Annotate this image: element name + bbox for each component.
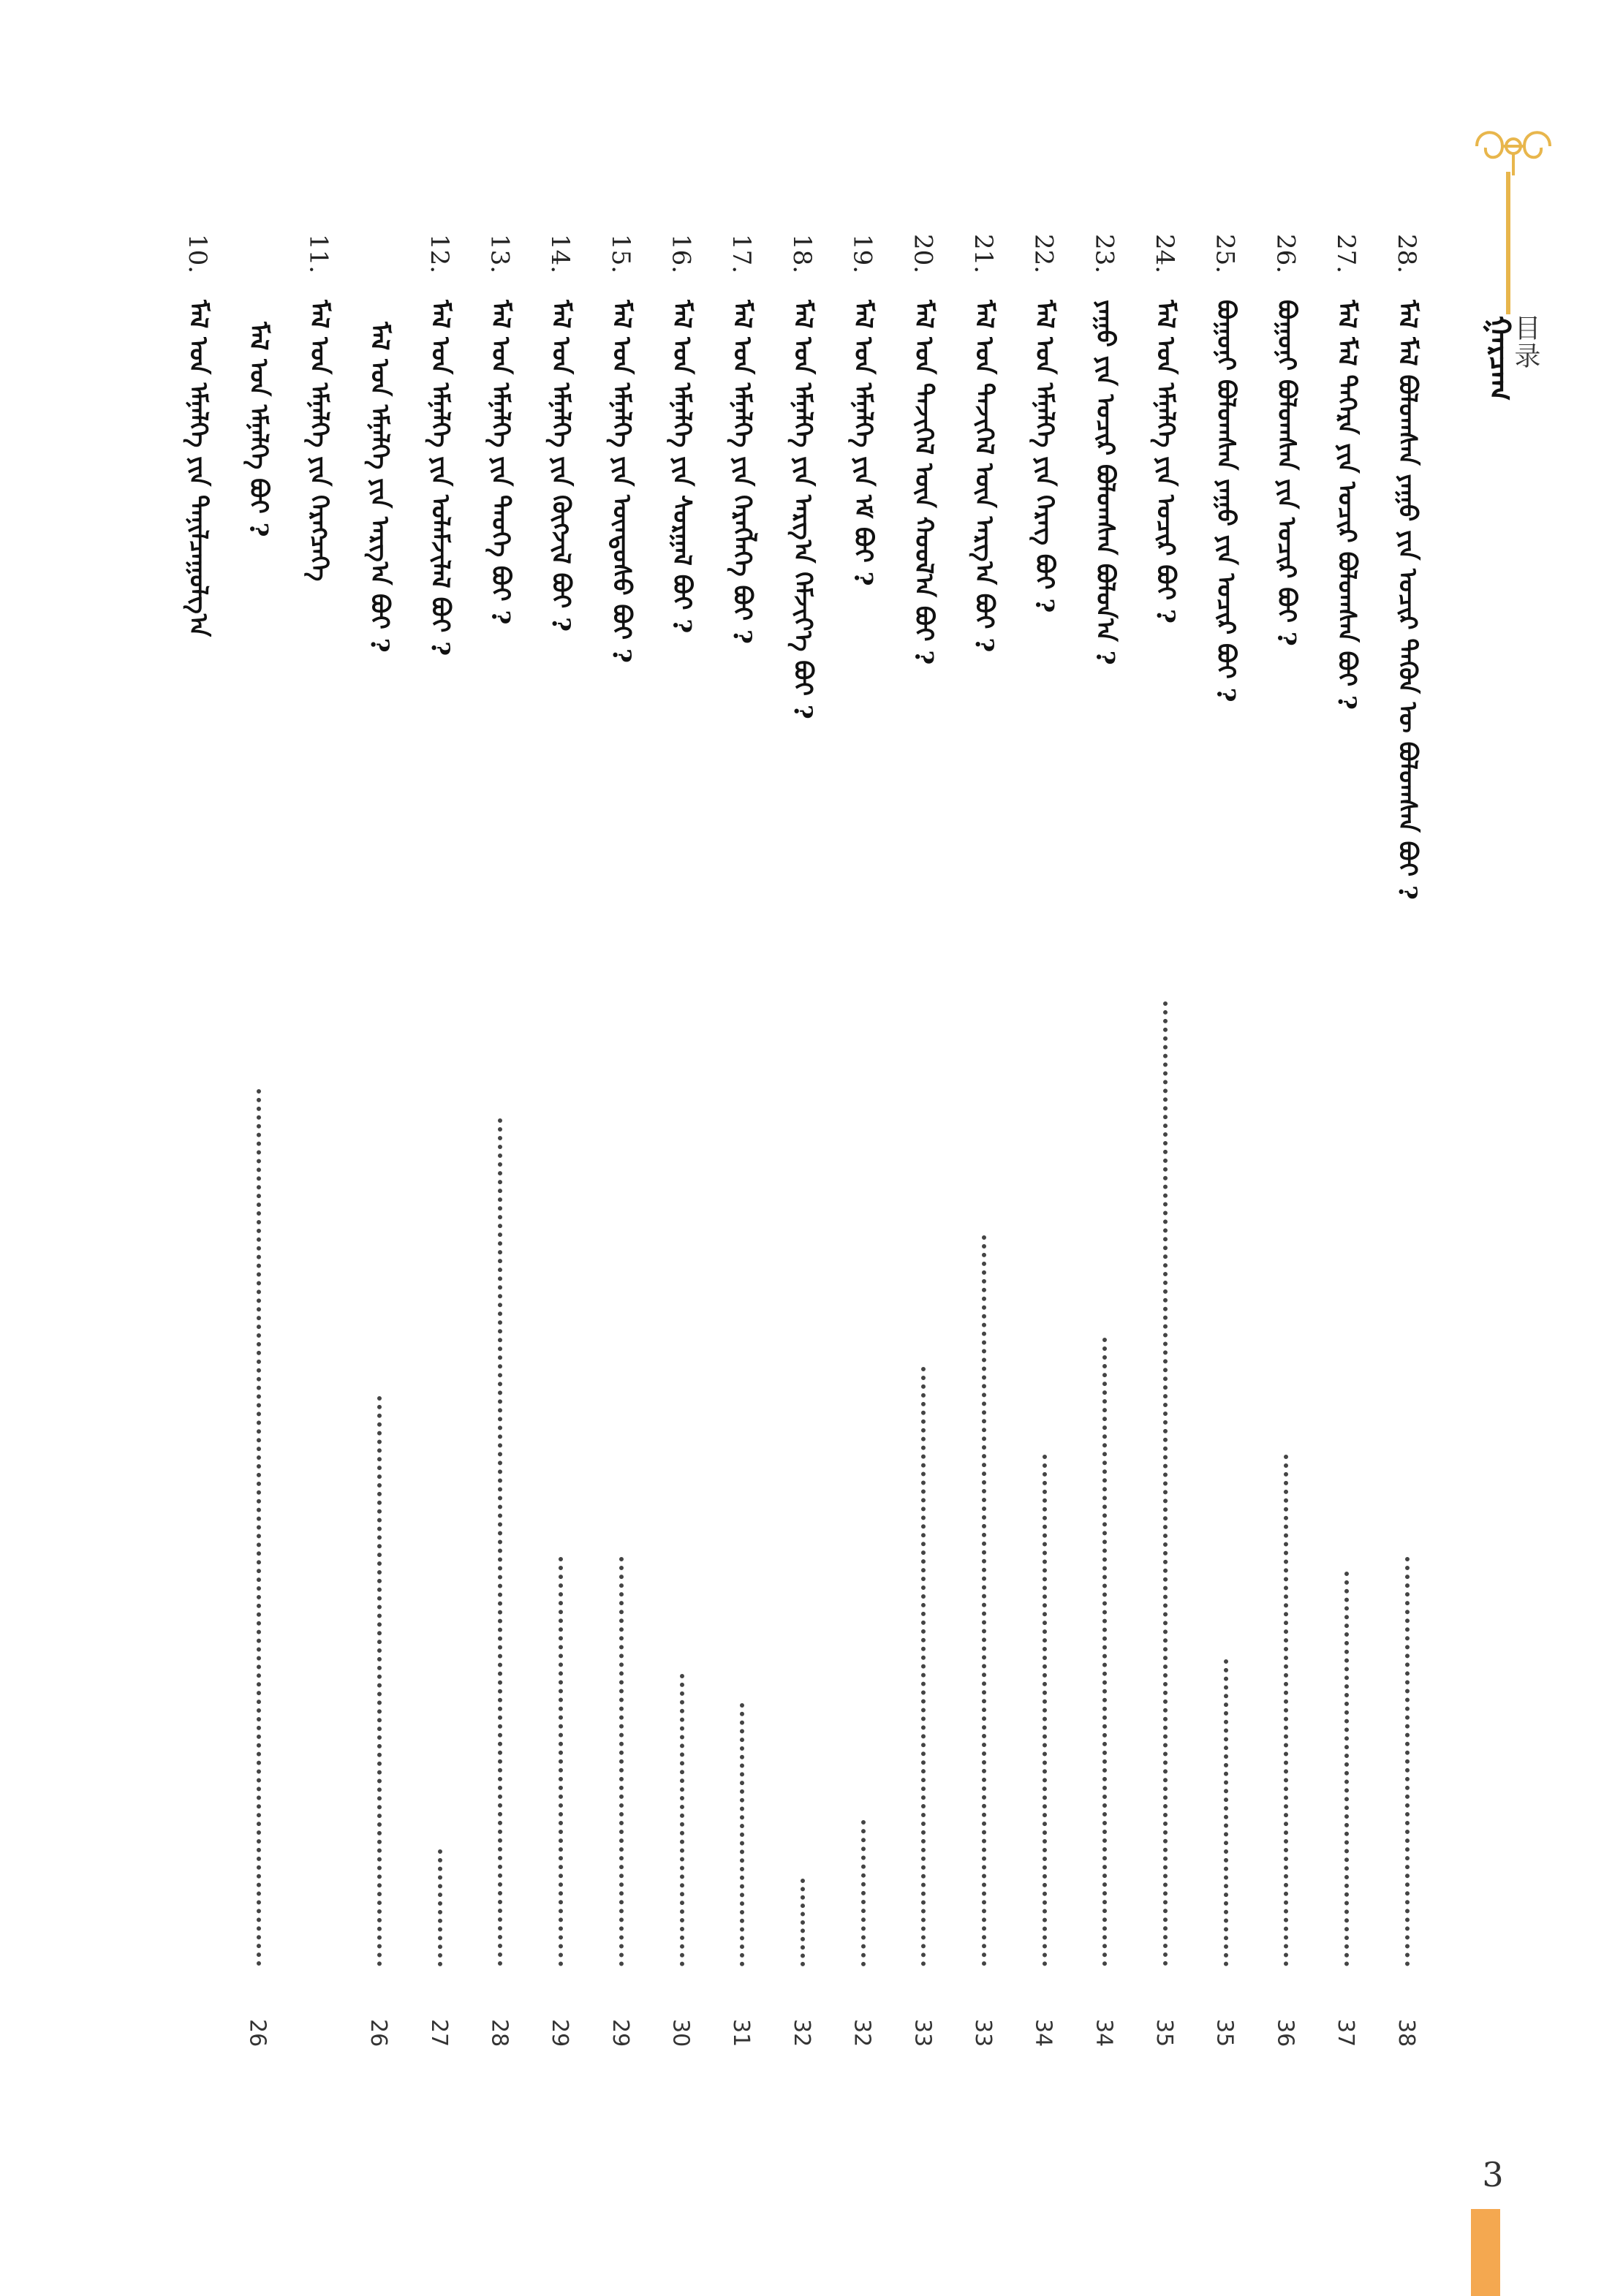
toc-entry[interactable]: [477, 234, 526, 2047]
entry-number: 15.: [605, 234, 635, 274]
entry-number: 14.: [545, 234, 575, 274]
entry-title: ᠮᠠᠯ ᠤᠨ ᠡᠮᠨᠡᠯᠭᠡ ᠶᠢᠨ ᠲᠠᠨᠢᠯᠴᠠᠭᠤᠯᠭ᠎ᠠ: [184, 300, 213, 637]
leader-dots: [1043, 1455, 1047, 1966]
leader-dots: [982, 1235, 986, 1966]
entry-title: ᠪᠣᠭᠣᠨᠢ ᠪᠣᠯᠤᠭᠰᠠᠨ ᠶᠠᠭᠤ ᠶᠢᠨ ᠤᠴᠢᠷ ᠪᠤᠢ ?: [1211, 300, 1241, 702]
leader-dots: [1224, 1659, 1228, 1966]
header-rule: [1506, 172, 1510, 314]
entry-page: 34: [1091, 2018, 1117, 2047]
entry-page: 35: [1151, 2018, 1177, 2047]
entry-title: ᠮᠠᠯ ᠤᠨ ᠡᠮᠨᠡᠯᠭᠡ ᠶᠢᠨ ᠬᠥᠭᠵᠢᠯ ᠪᠤᠢ ?: [546, 300, 576, 632]
entry-number: 12.: [424, 234, 454, 274]
leader-dots: [861, 1820, 866, 1966]
gold-ornament-icon: [1469, 117, 1557, 175]
toc-entry[interactable]: [1143, 234, 1191, 2047]
entry-page: 31: [728, 2018, 754, 2047]
entry-title: ᠶᠠᠭᠤ ᠶᠢᠨ ᠤᠴᠢᠷ ᠪᠣᠯᠤᠭᠰᠠᠨ ᠪᠣᠯᠤᠨ᠎ᠠ ?: [1090, 300, 1120, 665]
entry-number: 11.: [303, 234, 333, 274]
entry-number: 16.: [666, 234, 696, 274]
toc-entry[interactable]: [901, 234, 949, 2047]
leader-dots: [1344, 1572, 1349, 1966]
entry-title: ᠮᠠᠯ ᠤᠨ ᠡᠮᠨᠡᠯᠭᠡ ᠶᠢᠨ ᠬᠡᠷᠡᠭᠴᠡᠭᠡ: [304, 300, 334, 582]
toc-entry[interactable]: [417, 234, 466, 2047]
toc-entry[interactable]: [719, 234, 768, 2047]
leader-dots: [619, 1557, 624, 1966]
entry-title: ᠮᠠᠯ ᠤᠨ ᠡᠮᠨᠡᠯᠭᠡ ᠶᠢᠨ ᠬᠡᠷᠡᠭ ᠪᠤᠢ ?: [1029, 300, 1059, 613]
toc-entry[interactable]: [1203, 234, 1252, 2047]
entry-title: ᠮᠠᠯ ᠤᠨ ᠡᠮᠨᠡᠯᠭᠡ ᠶᠢᠨ ᠠᠷᠭ᠎ᠠ ᠪᠤᠢ ?: [365, 322, 395, 653]
leader-dots: [680, 1674, 684, 1966]
leader-dots: [559, 1557, 563, 1966]
leader-dots: [921, 1367, 926, 1966]
entry-title: ᠮᠠᠯ ᠤᠨ ᠡᠮᠨᠡᠯᠭᠡ ᠶᠢᠨ ᠰᠤᠷᠭᠠᠯ ᠪᠤᠢ ?: [667, 300, 697, 634]
entry-page: 34: [1030, 2018, 1056, 2047]
entry-title: ᠮᠠᠯ ᠮᠠᠯ ᠳᠡᠭᠡᠷᠡ ᠶᠢᠨ ᠤᠴᠢᠷ ᠪᠣᠯᠤᠭᠰᠠᠨ ᠪᠤᠢ ?: [1332, 300, 1362, 710]
entry-page: 33: [969, 2018, 996, 2047]
entry-title: ᠮᠠᠯ ᠤᠨ ᠡᠮᠨᠡᠯᠭᠡ ᠶᠢᠨ ᠦᠨᠳᠦᠰᠦ ᠪᠤᠢ ?: [606, 300, 636, 663]
entry-page: 37: [1333, 2018, 1359, 2047]
entry-title: ᠮᠠᠯ ᠤᠨ ᠡᠮᠨᠡᠯᠭᠡ ᠶᠢᠨ ᠲᠡᠦᠬᠡ ᠪᠤᠢ ?: [485, 300, 515, 625]
entry-number: 20.: [908, 234, 938, 274]
entry-title: ᠮᠠᠯ ᠤᠨ ᠲᠡᠵᠢᠭᠡᠯ ᠦᠨ ᠠᠷᠭ᠎ᠠ ᠪᠤᠢ ?: [969, 300, 999, 653]
toc-entry[interactable]: [659, 234, 708, 2047]
leader-dots: [257, 1089, 261, 1966]
entry-number: 26.: [1271, 234, 1301, 274]
entry-title: ᠮᠠᠯ ᠤᠨ ᠡᠮᠨᠡᠯᠭᠡ ᠶᠢᠨ ᠠᠷᠭ᠎ᠠ ᠬᠡᠮᠵᠢᠶ᠎ᠡ ᠪᠤᠢ ?: [787, 300, 817, 719]
entry-page: 36: [1272, 2018, 1298, 2047]
entry-page: 35: [1211, 2018, 1238, 2047]
entry-title: ᠮᠠᠯ ᠤᠨ ᠡᠮᠨᠡᠯᠭᠡ ᠶᠢᠨ ᠬᠡᠷᠡᠭᠯᠡᠭᠡ ᠪᠤᠢ ?: [727, 300, 757, 644]
page-number: 3: [1482, 2155, 1504, 2194]
entry-title: ᠮᠠᠯ ᠤᠨ ᠡᠮᠨᠡᠯᠭᠡ ᠶᠢᠨ ᠤᠴᠢᠷ ᠪᠤᠢ ?: [1151, 300, 1180, 624]
leader-dots: [1102, 1338, 1107, 1966]
entry-title: ᠪᠣᠭᠣᠨᠢ ᠪᠣᠯᠤᠭᠰᠠᠨ ᠶᠢᠨ ᠤᠴᠢᠷ ᠪᠤᠢ ?: [1271, 300, 1301, 646]
entry-page: 29: [547, 2018, 573, 2047]
entry-page: 32: [849, 2018, 875, 2047]
entry-page: 26: [244, 2018, 270, 2047]
entry-page: 30: [667, 2018, 694, 2047]
entry-number: 24.: [1150, 234, 1179, 274]
entry-number: 25.: [1210, 234, 1240, 274]
toc-entry[interactable]: [599, 234, 647, 2047]
entry-number: 18.: [787, 234, 817, 274]
entry-title: ᠮᠠᠯ ᠤᠨ ᠡᠮᠨᠡᠯᠭᠡ ᠶᠢᠨ ᠡᠮ ᠪᠤᠢ ?: [848, 300, 878, 586]
toc-entry[interactable]: [1263, 234, 1312, 2047]
toc-list: [175, 234, 1433, 2047]
toc-entry[interactable]: [780, 234, 828, 2047]
toc-entry[interactable]: [357, 234, 405, 2047]
toc-entry[interactable]: [1082, 234, 1130, 2047]
page-tab: [1471, 2209, 1500, 2296]
toc-entry[interactable]: [1022, 234, 1070, 2047]
leader-dots: [377, 1396, 382, 1966]
entry-number: 27.: [1331, 234, 1361, 274]
leader-dots: [1284, 1455, 1288, 1966]
entry-number: 17.: [727, 234, 757, 274]
entry-page: 33: [909, 2018, 936, 2047]
toc-entry[interactable]: [296, 234, 344, 2047]
toc-entry[interactable]: [1324, 234, 1372, 2047]
leader-dots: [1163, 1001, 1168, 1966]
entry-title: ᠮᠠᠯ ᠤᠨ ᠲᠡᠵᠢᠭᠡᠯ ᠦᠨ ᠬᠣᠣᠯ᠎ᠠ ᠪᠤᠢ ?: [909, 300, 939, 665]
header-label: 目录: [1510, 314, 1540, 370]
entry-title: ᠮᠠᠯ ᠤᠨ ᠡᠮᠨᠡᠯᠭᠡ ᠪᠤᠢ ?: [243, 322, 273, 537]
entry-number: 22.: [1029, 234, 1059, 274]
entry-title: ᠮᠠᠯ ᠤᠨ ᠡᠮᠨᠡᠯᠭᠡ ᠶᠢᠨ ᠤᠯᠠᠮᠵᠢᠯᠠᠯ ᠪᠤᠢ ?: [425, 300, 455, 656]
leader-dots: [498, 1118, 502, 1966]
leader-dots: [1405, 1557, 1410, 1966]
toc-entry[interactable]: [841, 234, 889, 2047]
entry-number: 28.: [1391, 234, 1421, 274]
entry-page: 28: [486, 2018, 512, 2047]
entry-number: 21.: [968, 234, 998, 274]
leader-dots: [438, 1849, 442, 1966]
toc-entry[interactable]: [1385, 234, 1433, 2047]
entry-title: ᠮᠠᠯ ᠮᠠᠯ ᠪᠣᠯᠤᠭᠰᠠᠨ ᠶᠠᠭᠤ ᠶᠢᠨ ᠤᠴᠢᠷ ᠲᠡᠭᠦᠨ ᠦ ᠪᠣᠯᠤᠭᠰᠠᠨ ᠪᠤᠢ ?: [1392, 300, 1422, 900]
mongolian-title: ᠭᠠᠷᠴᠠᠭ: [1483, 316, 1517, 401]
entry-number: 23.: [1089, 234, 1119, 274]
toc-entry[interactable]: [175, 234, 224, 2047]
leader-dots: [801, 1879, 805, 1966]
toc-entry[interactable]: [538, 234, 586, 2047]
entry-number: 13.: [485, 234, 515, 274]
entry-page: 29: [607, 2018, 633, 2047]
entry-page: 27: [425, 2018, 452, 2047]
entry-number: 19.: [847, 234, 877, 274]
leader-dots: [740, 1703, 744, 1966]
toc-entry[interactable]: [961, 234, 1010, 2047]
entry-page: 32: [788, 2018, 814, 2047]
entry-page: 38: [1393, 2018, 1419, 2047]
entry-page: 26: [366, 2018, 392, 2047]
entry-number: 10.: [183, 234, 212, 274]
toc-entry[interactable]: [236, 234, 284, 2047]
